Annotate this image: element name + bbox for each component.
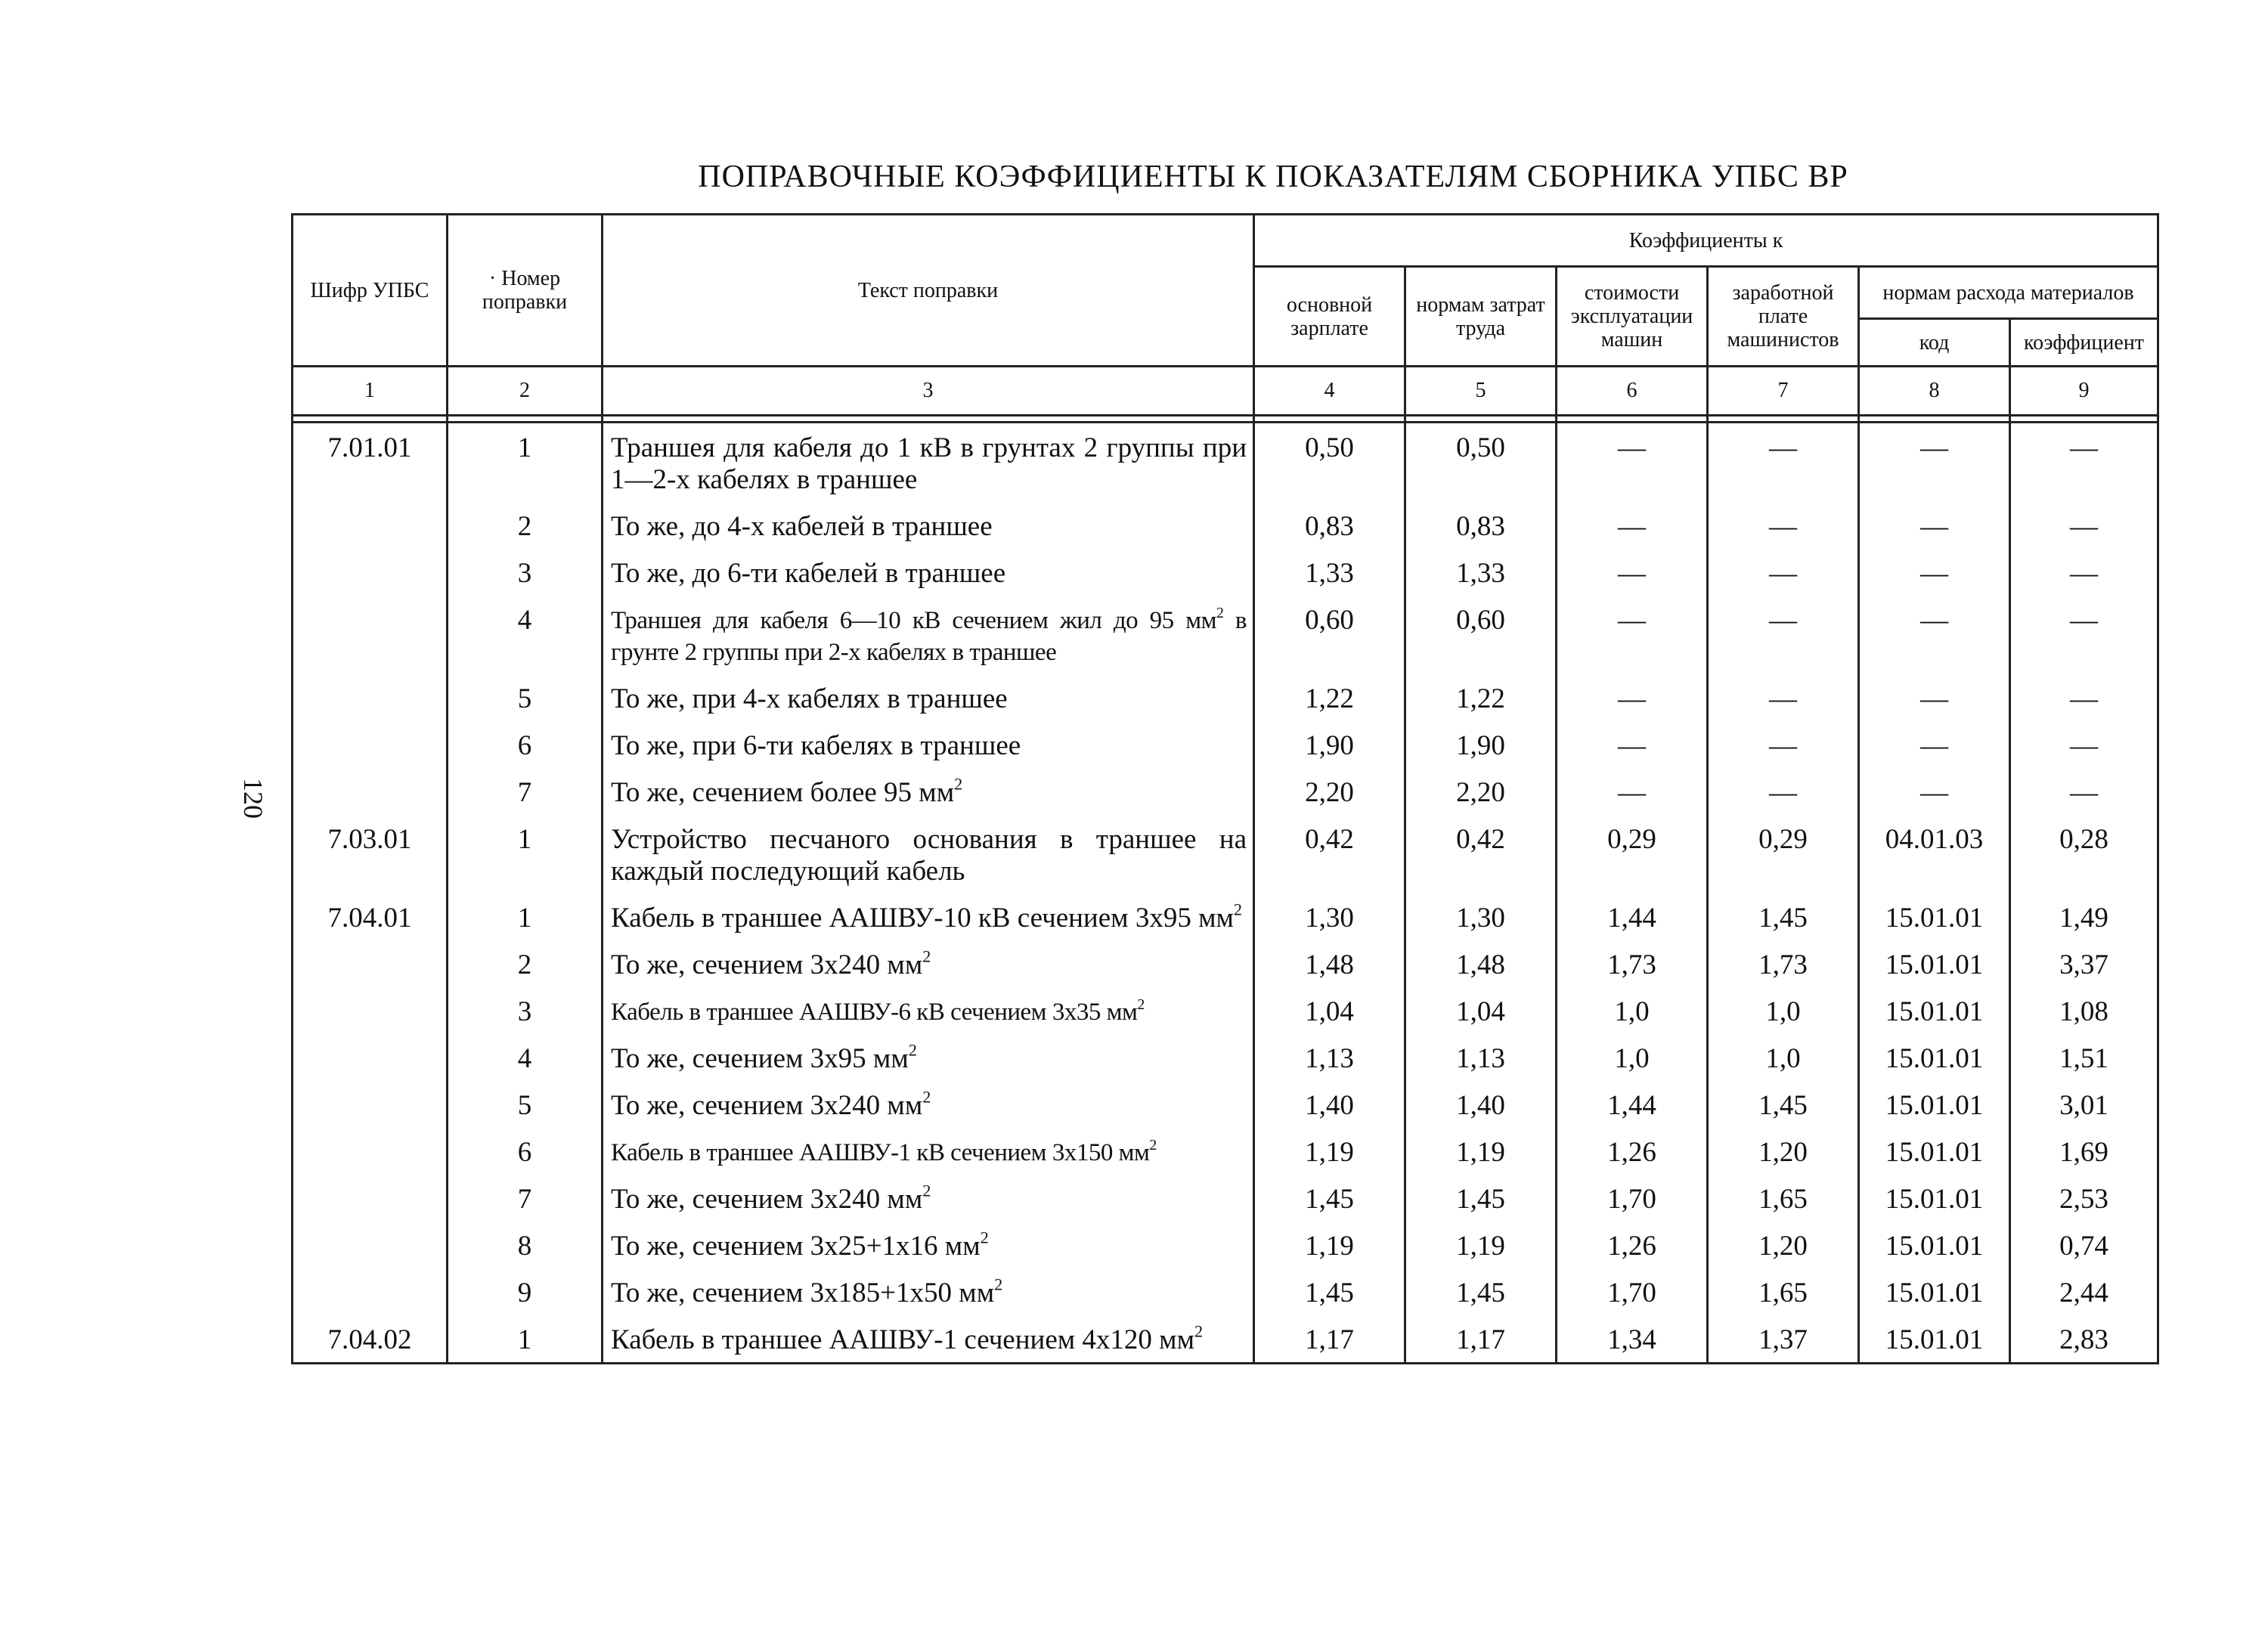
- page-number: 120: [238, 778, 268, 819]
- cell-c9: 1,69: [2010, 1128, 2158, 1175]
- cell-text: [603, 423, 1254, 503]
- table-row: [293, 1315, 2158, 1364]
- cell-text: [603, 1315, 1254, 1364]
- cell-c6: 1,70: [1557, 1268, 1708, 1315]
- page-title: ПОПРАВОЧНЫЕ КОЭФФИЦИЕНТЫ К ПОКАЗАТЕЛЯМ СБОРНИКА УПБС ВР: [698, 159, 1848, 194]
- superscript: 2: [980, 1228, 989, 1247]
- cell-c7: —: [1708, 721, 1859, 768]
- cell-shifr: 7.01.01: [293, 423, 448, 503]
- cell-shifr: [293, 721, 448, 768]
- cell-shifr: [293, 596, 448, 674]
- table-row: [293, 1175, 2158, 1222]
- cell-c6: 0,29: [1557, 815, 1708, 893]
- table-row: [293, 1128, 2158, 1175]
- table-row: [293, 596, 2158, 674]
- cell-c4: 2,20: [1254, 768, 1405, 815]
- cell-shifr: [293, 674, 448, 721]
- correction-text: То же, сечением 3x95 мм: [611, 1043, 909, 1074]
- cell-text: [603, 1081, 1254, 1128]
- cell-c5: 1,13: [1405, 1034, 1557, 1081]
- cell-c7: 1,65: [1708, 1268, 1859, 1315]
- coefficients-table: [291, 213, 2159, 1364]
- cell-c6: —: [1557, 768, 1708, 815]
- cell-c6: 1,26: [1557, 1222, 1708, 1268]
- header-separator: [293, 416, 2158, 423]
- column-number: 6: [1557, 367, 1708, 416]
- cell-c9: 2,83: [2010, 1315, 2158, 1364]
- correction-text: То же, до 4-х кабелей в траншее: [611, 511, 993, 542]
- cell-nomer: 7: [448, 768, 603, 815]
- correction-text: То же, при 4-х кабелях в траншее: [611, 683, 1008, 714]
- cell-c8: 15.01.01: [1859, 1175, 2010, 1222]
- cell-c8: —: [1859, 674, 2010, 721]
- cell-shifr: [293, 502, 448, 549]
- correction-text: Кабель в траншее ААШВУ-10 кВ сечением 3x95 мм: [611, 903, 1234, 934]
- cell-c6: 1,73: [1557, 940, 1708, 987]
- cell-c6: 1,34: [1557, 1315, 1708, 1364]
- cell-text: [603, 721, 1254, 768]
- cell-c9: 2,53: [2010, 1175, 2158, 1222]
- cell-nomer: 3: [448, 549, 603, 596]
- correction-text: Траншея для кабеля до 1 кВ в грунтах 2 группы при 1—2-х кабелях в траншее: [611, 432, 1247, 495]
- cell-c8: —: [1859, 502, 2010, 549]
- cell-nomer: 8: [448, 1222, 603, 1268]
- cell-c4: 1,19: [1254, 1128, 1405, 1175]
- cell-nomer: 2: [448, 502, 603, 549]
- cell-shifr: [293, 1034, 448, 1081]
- cell-text: [603, 768, 1254, 815]
- cell-c6: 1,26: [1557, 1128, 1708, 1175]
- header-shifr: Шифр УПБС: [293, 215, 448, 367]
- superscript: 2: [1137, 996, 1145, 1014]
- cell-c7: —: [1708, 502, 1859, 549]
- cell-c5: 1,17: [1405, 1315, 1557, 1364]
- superscript: 2: [908, 1040, 917, 1060]
- cell-c7: 1,45: [1708, 1081, 1859, 1128]
- cell-text: [603, 502, 1254, 549]
- column-number: 3: [603, 367, 1254, 416]
- cell-c9: —: [2010, 674, 2158, 721]
- cell-text: [603, 596, 1254, 674]
- cell-shifr: [293, 1268, 448, 1315]
- cell-c5: 1,33: [1405, 549, 1557, 596]
- superscript: 2: [1233, 900, 1242, 919]
- column-number: 1: [293, 367, 448, 416]
- cell-c4: 1,22: [1254, 674, 1405, 721]
- correction-text: То же, при 6-ти кабелях в траншее: [611, 730, 1021, 761]
- cell-c6: —: [1557, 674, 1708, 721]
- cell-c5: 1,30: [1405, 893, 1557, 940]
- cell-text: [603, 1034, 1254, 1081]
- cell-c4: 1,04: [1254, 987, 1405, 1034]
- cell-shifr: 7.03.01: [293, 815, 448, 893]
- table-row: [293, 1222, 2158, 1268]
- correction-text: Устройство песчаного основания в траншее на каждый последующий кабель: [611, 824, 1247, 887]
- cell-c8: 15.01.01: [1859, 1315, 2010, 1364]
- table-row: [293, 423, 2158, 503]
- correction-text: То же, до 6-ти кабелей в траншее: [611, 558, 1006, 589]
- cell-c6: —: [1557, 596, 1708, 674]
- correction-text: То же, сечением 3x240 мм: [611, 1184, 923, 1215]
- table-row: [293, 893, 2158, 940]
- cell-nomer: 1: [448, 893, 603, 940]
- cell-c9: 0,28: [2010, 815, 2158, 893]
- cell-c6: —: [1557, 549, 1708, 596]
- cell-c5: 1,04: [1405, 987, 1557, 1034]
- column-number: 5: [1405, 367, 1557, 416]
- header-tekst: Текст поправки: [603, 215, 1254, 367]
- cell-c8: 15.01.01: [1859, 893, 2010, 940]
- cell-c5: 1,45: [1405, 1268, 1557, 1315]
- cell-c4: 1,48: [1254, 940, 1405, 987]
- column-number: 8: [1859, 367, 2010, 416]
- cell-c5: 0,42: [1405, 815, 1557, 893]
- table-row: [293, 1034, 2158, 1081]
- superscript: 2: [954, 774, 963, 794]
- cell-c5: 1,19: [1405, 1128, 1557, 1175]
- cell-c6: 1,0: [1557, 987, 1708, 1034]
- cell-c7: 1,20: [1708, 1222, 1859, 1268]
- cell-c5: 0,60: [1405, 596, 1557, 674]
- cell-text: [603, 549, 1254, 596]
- cell-c4: 1,45: [1254, 1268, 1405, 1315]
- header-materialy: нормам расхода материалов: [1859, 267, 2158, 319]
- cell-c6: 1,70: [1557, 1175, 1708, 1222]
- header-stoimosti: стоимости эксплуатации машин: [1557, 267, 1708, 367]
- correction-text-continued: в грунте 2 группы при 2-х кабелях в траншее: [611, 607, 1247, 666]
- cell-nomer: 7: [448, 1175, 603, 1222]
- table-header: [293, 215, 2158, 423]
- superscript: 2: [922, 946, 931, 966]
- cell-c7: —: [1708, 768, 1859, 815]
- cell-c8: 15.01.01: [1859, 1222, 2010, 1268]
- cell-text: [603, 1268, 1254, 1315]
- cell-c4: 1,40: [1254, 1081, 1405, 1128]
- cell-nomer: 6: [448, 721, 603, 768]
- table-row: [293, 940, 2158, 987]
- cell-text: [603, 815, 1254, 893]
- cell-c9: —: [2010, 721, 2158, 768]
- cell-text: [603, 940, 1254, 987]
- cell-c4: 0,50: [1254, 423, 1405, 503]
- cell-c7: 0,29: [1708, 815, 1859, 893]
- cell-c4: 0,83: [1254, 502, 1405, 549]
- cell-c8: —: [1859, 768, 2010, 815]
- correction-text: То же, сечением более 95 мм: [611, 777, 955, 808]
- cell-c9: 0,74: [2010, 1222, 2158, 1268]
- cell-c8: 15.01.01: [1859, 1268, 2010, 1315]
- column-number: 4: [1254, 367, 1405, 416]
- cell-c4: 1,30: [1254, 893, 1405, 940]
- cell-shifr: 7.04.01: [293, 893, 448, 940]
- cell-c9: 3,37: [2010, 940, 2158, 987]
- header-koeff: коэффициент: [2010, 319, 2158, 367]
- correction-text: Кабель в траншее ААШВУ-1 кВ сечением 3x150 мм: [611, 1139, 1150, 1166]
- cell-c7: 1,37: [1708, 1315, 1859, 1364]
- table-row: [293, 1081, 2158, 1128]
- cell-c9: 2,44: [2010, 1268, 2158, 1315]
- cell-c7: —: [1708, 596, 1859, 674]
- cell-nomer: 3: [448, 987, 603, 1034]
- table-row: [293, 721, 2158, 768]
- cell-shifr: 7.04.02: [293, 1315, 448, 1364]
- cell-c7: —: [1708, 549, 1859, 596]
- cell-text: [603, 987, 1254, 1034]
- header-zarabotnoi: заработной плате машинистов: [1708, 267, 1859, 367]
- cell-c9: —: [2010, 502, 2158, 549]
- cell-nomer: 2: [448, 940, 603, 987]
- cell-c6: 1,44: [1557, 1081, 1708, 1128]
- cell-c9: —: [2010, 423, 2158, 503]
- table-body: [293, 423, 2158, 1364]
- cell-c7: —: [1708, 674, 1859, 721]
- table-row: [293, 1268, 2158, 1315]
- cell-nomer: 4: [448, 596, 603, 674]
- cell-shifr: [293, 768, 448, 815]
- cell-c9: —: [2010, 768, 2158, 815]
- superscript: 2: [994, 1274, 1003, 1294]
- cell-text: [603, 1175, 1254, 1222]
- cell-c7: 1,0: [1708, 1034, 1859, 1081]
- cell-c5: 1,45: [1405, 1175, 1557, 1222]
- cell-shifr: [293, 1128, 448, 1175]
- superscript: 2: [1149, 1137, 1157, 1154]
- cell-nomer: 5: [448, 1081, 603, 1128]
- cell-c7: 1,73: [1708, 940, 1859, 987]
- table-row: [293, 674, 2158, 721]
- column-number: 9: [2010, 367, 2158, 416]
- cell-c8: 04.01.03: [1859, 815, 2010, 893]
- correction-text: То же, сечением 3x240 мм: [611, 949, 923, 980]
- header-kod: код: [1859, 319, 2010, 367]
- cell-c5: 2,20: [1405, 768, 1557, 815]
- cell-c4: 0,60: [1254, 596, 1405, 674]
- cell-c9: 1,08: [2010, 987, 2158, 1034]
- cell-text: [603, 1222, 1254, 1268]
- cell-c7: 1,0: [1708, 987, 1859, 1034]
- superscript: 2: [1216, 605, 1224, 622]
- cell-shifr: [293, 1081, 448, 1128]
- cell-shifr: [293, 549, 448, 596]
- cell-c8: —: [1859, 423, 2010, 503]
- correction-text: Кабель в траншее ААШВУ-6 кВ сечением 3x35 мм: [611, 999, 1138, 1026]
- column-number-row: [293, 367, 2158, 416]
- correction-text: Кабель в траншее ААШВУ-1 сечением 4x120 мм: [611, 1324, 1194, 1355]
- cell-shifr: [293, 940, 448, 987]
- header-nomer: · Номер поправки: [448, 215, 603, 367]
- cell-c8: 15.01.01: [1859, 1081, 2010, 1128]
- cell-c9: —: [2010, 549, 2158, 596]
- header-normam-truda: нормам затрат труда: [1405, 267, 1557, 367]
- correction-text: Траншея для кабеля 6—10 кВ сечением жил до 95 мм: [611, 607, 1216, 634]
- cell-shifr: [293, 1175, 448, 1222]
- cell-c6: 1,44: [1557, 893, 1708, 940]
- cell-nomer: 4: [448, 1034, 603, 1081]
- cell-c4: 1,13: [1254, 1034, 1405, 1081]
- cell-c5: 1,19: [1405, 1222, 1557, 1268]
- cell-c5: 1,48: [1405, 940, 1557, 987]
- header-osn-zarplate: основной зарплате: [1254, 267, 1405, 367]
- cell-c8: 15.01.01: [1859, 1128, 2010, 1175]
- table-row: [293, 987, 2158, 1034]
- cell-c5: 1,22: [1405, 674, 1557, 721]
- cell-c6: 1,0: [1557, 1034, 1708, 1081]
- cell-text: [603, 674, 1254, 721]
- table-row: [293, 768, 2158, 815]
- correction-text: То же, сечением 3x25+1x16 мм: [611, 1231, 981, 1262]
- column-number: 7: [1708, 367, 1859, 416]
- cell-c9: 1,49: [2010, 893, 2158, 940]
- cell-c6: —: [1557, 502, 1708, 549]
- cell-nomer: 9: [448, 1268, 603, 1315]
- cell-c7: 1,20: [1708, 1128, 1859, 1175]
- cell-c4: 1,90: [1254, 721, 1405, 768]
- cell-c4: 1,45: [1254, 1175, 1405, 1222]
- cell-c5: 0,83: [1405, 502, 1557, 549]
- cell-c5: 0,50: [1405, 423, 1557, 503]
- table-row: [293, 815, 2158, 893]
- cell-nomer: 1: [448, 815, 603, 893]
- table-row: [293, 502, 2158, 549]
- cell-nomer: 1: [448, 1315, 603, 1364]
- cell-c4: 1,33: [1254, 549, 1405, 596]
- cell-c8: —: [1859, 596, 2010, 674]
- cell-c9: —: [2010, 596, 2158, 674]
- cell-c9: 1,51: [2010, 1034, 2158, 1081]
- cell-c7: —: [1708, 423, 1859, 503]
- cell-c9: 3,01: [2010, 1081, 2158, 1128]
- superscript: 2: [922, 1181, 931, 1200]
- cell-text: [603, 1128, 1254, 1175]
- cell-nomer: 1: [448, 423, 603, 503]
- cell-c4: 1,19: [1254, 1222, 1405, 1268]
- correction-text: То же, сечением 3x185+1x50 мм: [611, 1277, 995, 1308]
- cell-c8: 15.01.01: [1859, 987, 2010, 1034]
- superscript: 2: [922, 1087, 931, 1107]
- cell-text: [603, 893, 1254, 940]
- cell-c8: 15.01.01: [1859, 940, 2010, 987]
- cell-c7: 1,65: [1708, 1175, 1859, 1222]
- cell-nomer: 6: [448, 1128, 603, 1175]
- superscript: 2: [1194, 1321, 1204, 1341]
- cell-c6: —: [1557, 423, 1708, 503]
- table-row: [293, 549, 2158, 596]
- cell-nomer: 5: [448, 674, 603, 721]
- cell-c7: 1,45: [1708, 893, 1859, 940]
- cell-c8: 15.01.01: [1859, 1034, 2010, 1081]
- cell-c8: —: [1859, 721, 2010, 768]
- cell-c4: 0,42: [1254, 815, 1405, 893]
- cell-c5: 1,40: [1405, 1081, 1557, 1128]
- cell-c5: 1,90: [1405, 721, 1557, 768]
- header-koef-group: Коэффициенты к: [1254, 215, 2158, 267]
- cell-c4: 1,17: [1254, 1315, 1405, 1364]
- cell-c6: —: [1557, 721, 1708, 768]
- correction-text: То же, сечением 3x240 мм: [611, 1090, 923, 1121]
- cell-c8: —: [1859, 549, 2010, 596]
- column-number: 2: [448, 367, 603, 416]
- cell-shifr: [293, 1222, 448, 1268]
- cell-shifr: [293, 987, 448, 1034]
